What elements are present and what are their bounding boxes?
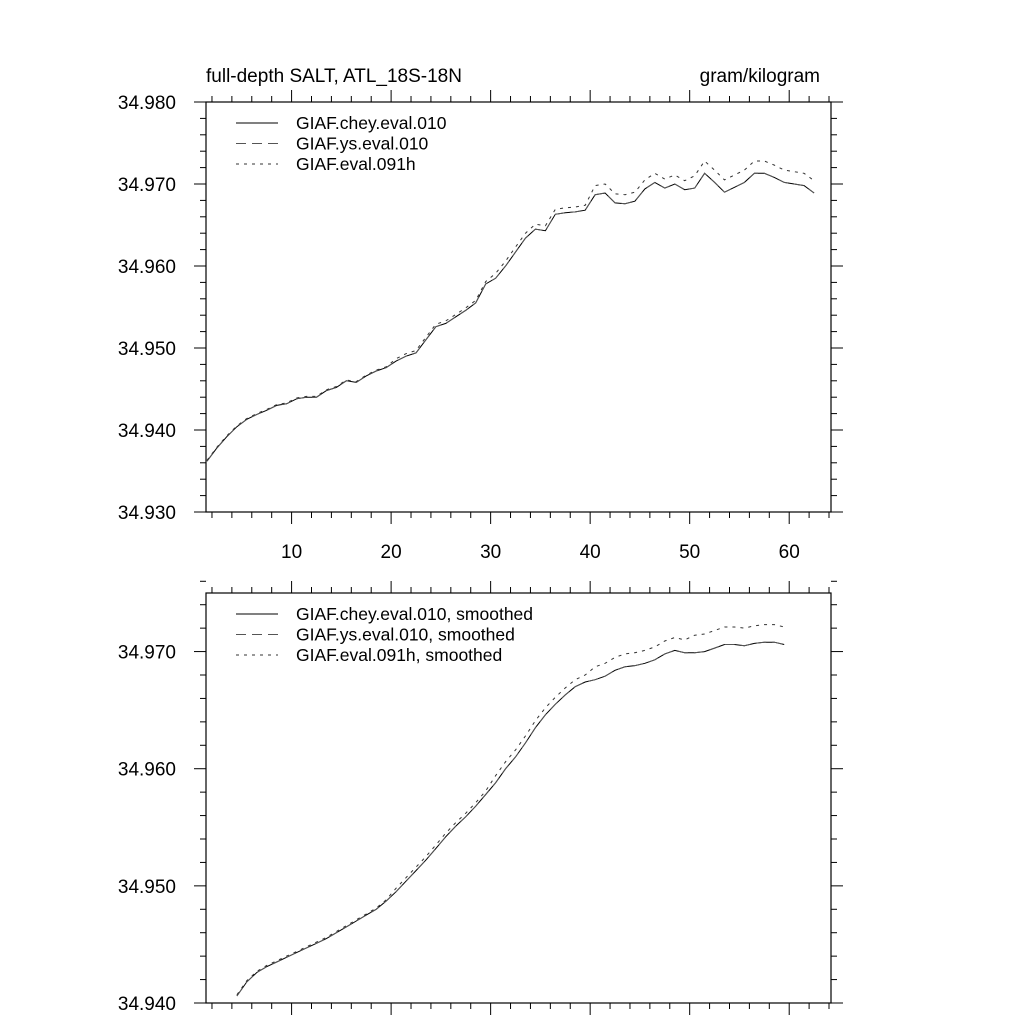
series-line-dotted (207, 161, 814, 460)
y-tick-label: 34.950 (117, 876, 176, 898)
units-label: gram/kilogram (699, 66, 820, 87)
y-tick-label: 34.940 (117, 994, 176, 1015)
x-tick-label: 60 (778, 542, 800, 563)
chart-title: full-depth SALT, ATL_18S-18N (206, 66, 462, 87)
y-tick-label: 34.960 (117, 257, 176, 278)
y-tick-label: 34.960 (117, 759, 176, 781)
y-tick-label: 34.980 (117, 93, 176, 114)
x-tick-label: 20 (380, 542, 402, 563)
legend-label: GIAF.ys.eval.010, smoothed (296, 624, 515, 645)
legend-label: GIAF.chey.eval.010, smoothed (296, 604, 534, 624)
series-line-dashed (207, 173, 814, 461)
y-tick-label: 34.930 (117, 503, 176, 524)
series-line-dotted (237, 625, 784, 995)
legend-label: GIAF.eval.091h (296, 154, 416, 174)
y-tick-label: 34.950 (117, 339, 176, 360)
top-panel (118, 90, 843, 563)
legend-label: GIAF.chey.eval.010 (296, 113, 447, 133)
legend-label: GIAF.eval.091h, smoothed (296, 645, 503, 665)
series-line-solid (207, 173, 814, 461)
y-tick-label: 34.970 (117, 175, 176, 196)
legend-label: GIAF.ys.eval.010 (296, 133, 429, 154)
y-tick-label: 34.940 (117, 421, 176, 442)
bottom-panel (118, 581, 843, 1015)
x-tick-label: 40 (579, 542, 601, 563)
y-tick-label: 34.970 (117, 642, 176, 664)
x-tick-label: 10 (281, 542, 303, 563)
x-tick-label: 50 (679, 542, 701, 563)
series-line-dashed (237, 642, 784, 996)
series-line-solid (237, 642, 784, 996)
x-tick-label: 30 (480, 542, 502, 563)
